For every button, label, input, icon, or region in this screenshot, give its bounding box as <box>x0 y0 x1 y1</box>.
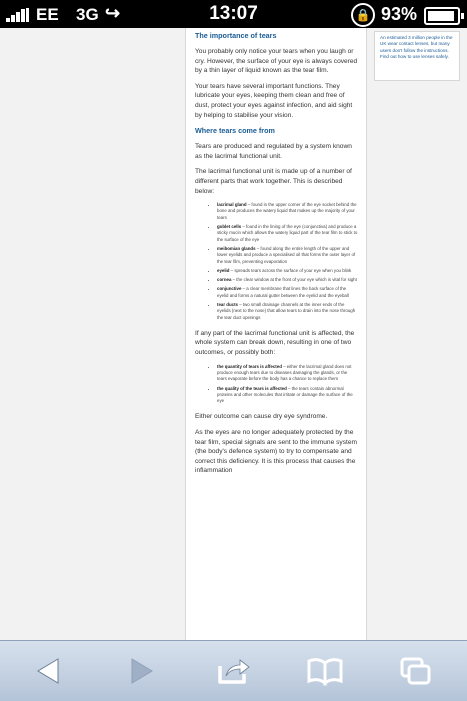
tabs-button[interactable] <box>381 641 451 701</box>
web-page[interactable] <box>0 28 467 640</box>
list-item: • meibomian glands – found along the entire length of the upper and lower eyelids and produce a specialised oil that forms the outer layer of the tear film, preventing evaporation <box>217 246 358 265</box>
contact-lens-promo-link[interactable] <box>374 31 460 81</box>
heading-where-tears-come-from: Where tears come from <box>195 126 275 136</box>
battery-percent: 93% <box>381 4 418 24</box>
clock: 13:07 <box>209 3 258 24</box>
back-arrow-icon <box>34 656 64 686</box>
list-item: • cornea – the clear window at the front of your eye which is vital for sight <box>217 277 358 283</box>
list-item: • eyelid – spreads tears across the surface of your eye when you blink <box>217 268 358 274</box>
signal-strength-icon <box>6 8 32 22</box>
rotation-lock-icon: 🔒 <box>351 3 375 27</box>
carrier-name: EE <box>36 5 59 24</box>
list-item: • conjunctive – a clear membrane that lines the back surface of the eyelid and forms a natural gutter between the eyelid and the eyeball <box>217 286 358 299</box>
list-item: • the quantity of tears is affected – either the lacrimal gland does not produce enough tears due to diseases damaging the glands, or the tears evaporate before the body has a chance to replace them <box>217 364 358 383</box>
paragraph: As the eyes are no longer adequately protected by the tear film, special signals are sent to the immune system (the body's defence system) to try to compensate and correct this deficiency. It is this process that causes the inflammation <box>195 429 357 475</box>
list-item: • goblet cells – found in the lining of the eye (conjunctiva) and produce a sticky mucin which allows the watery liquid part of the tear film to stick to the surface of the eye <box>217 224 358 243</box>
bookmarks-button[interactable] <box>290 641 360 701</box>
outcomes-list <box>195 364 358 405</box>
tabs-icon <box>399 656 433 686</box>
bookmarks-book-icon <box>306 656 344 686</box>
lacrimal-parts-list <box>195 202 358 321</box>
list-item: • tear ducts – two small drainage channels at the inner ends of the eyelids (next to the nose) that allow tears to drain into the nose through the tear duct openings <box>217 302 358 321</box>
list-item: • the quality of the tears is affected – the tears contain abnormal proteins and other molecules that irritate or damage the surface of the eye <box>217 386 358 405</box>
status-bar <box>0 0 467 28</box>
sync-icon: ↪ <box>105 3 121 23</box>
battery-icon <box>424 7 460 25</box>
paragraph: Tears are produced and regulated by a system known as the lacrimal functional unit. <box>195 143 352 160</box>
paragraph: Your tears have several important functions. They lubricate your eyes, keeping them clean and free of dust, protect your eyes against infection, and aid sight by helping to stabilise your vision. <box>195 82 353 119</box>
paragraph: You probably only notice your tears when you laugh or cry. However, the surface of your eye is always covered by a thin layer of liquid known as the tear film. <box>195 48 358 75</box>
forward-arrow-icon <box>126 656 156 686</box>
network-type: 3G <box>76 5 99 24</box>
battery-level-fill <box>428 11 454 21</box>
article-content <box>185 28 367 640</box>
paragraph: If any part of the lacrimal functional unit is affected, the whole system can break down, resulting in one of two outcomes, or possibly both: <box>195 329 355 357</box>
paragraph: The lacrimal functional unit is made up of a number of different parts that work together. This is described below: <box>195 168 352 195</box>
back-button[interactable] <box>14 641 84 701</box>
heading-importance-of-tears: The importance of tears <box>195 31 277 40</box>
share-icon <box>216 656 252 686</box>
forward-button[interactable] <box>106 641 176 701</box>
share-button[interactable] <box>199 641 269 701</box>
list-item: • lacrimal gland – found in the upper corner of the eye socket behind the bone and produces the watery liquid that makes up the majority of your tears <box>217 202 358 221</box>
promo-text: An estimated 3 million people in the UK wear contact lenses, but many users don't follow the instructions. Find out how to use lenses safely. <box>380 35 453 59</box>
browser-toolbar <box>0 640 467 701</box>
paragraph: Either outcome can cause dry eye syndrome. <box>195 413 328 421</box>
